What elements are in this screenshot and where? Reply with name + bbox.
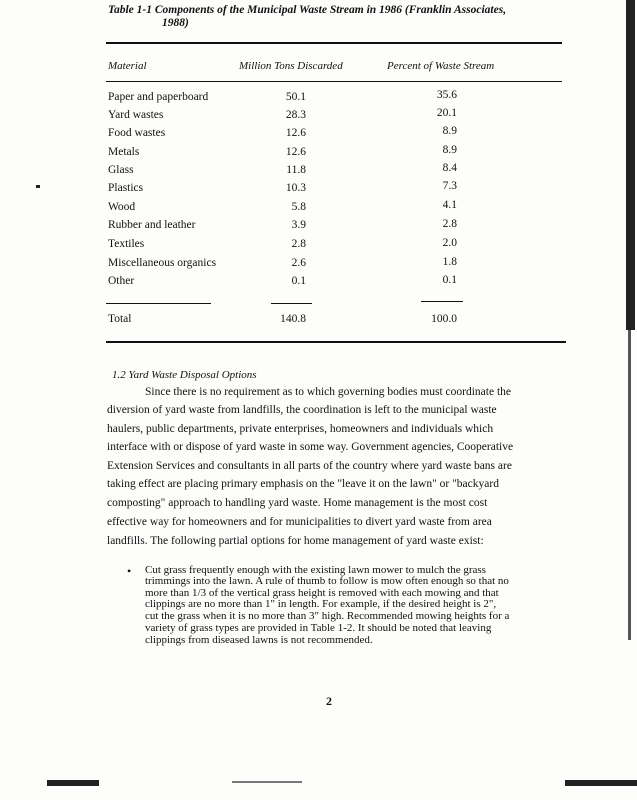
percent-cell: 8.4	[442, 162, 457, 174]
tons-cell: 2.6	[291, 257, 306, 269]
tons-cell: 28.3	[285, 109, 306, 121]
caption-line-1: Table 1-1 Components of the Municipal Waste Stream in 1986 (Franklin Associates,	[108, 4, 507, 16]
percent-cell: 8.9	[442, 144, 457, 156]
paragraph-line: landfills. The following partial options for home management of yard waste exist:	[107, 535, 484, 547]
paragraph-line: diversion of yard waste from landfills, the coordination is left to the municipal waste	[107, 404, 497, 416]
tons-cell: 50.1	[285, 91, 306, 103]
scan-edge-mark-lower	[628, 330, 631, 640]
bullet-line: clippings are no more than 1" in length. For example, if the desired height is 2",	[145, 598, 497, 610]
paragraph-line: interface with or dispose of yard waste in some way. Government agencies, Cooperative	[107, 441, 514, 453]
bullet-line: clippings from diseased lawns is not recommended.	[145, 634, 373, 646]
bullet-line: more than 1/3 of the vertical grass height is removed with each mowing and that	[145, 587, 499, 599]
page-number: 2	[326, 694, 332, 708]
tons-cell: 10.3	[285, 182, 306, 194]
material-cell: Wood	[108, 201, 136, 213]
tons-cell: 11.8	[286, 164, 306, 176]
tons-cell: 0.1	[291, 275, 306, 287]
paragraph-line: Since there is no requirement as to which governing bodies must coordinate the	[145, 386, 511, 398]
tons-cell: 12.6	[285, 127, 306, 139]
percent-cell: 20.1	[436, 107, 457, 119]
total-tons: 140.8	[280, 313, 306, 325]
table-bottom-rule	[106, 341, 566, 343]
percent-sum-rule	[421, 301, 463, 302]
section-heading: 1.2 Yard Waste Disposal Options	[112, 369, 257, 381]
bullet-line: variety of grass types are provided in Table 1-2. It should be noted that leaving	[145, 622, 492, 634]
material-cell: Miscellaneous organics	[108, 257, 217, 269]
material-cell: Glass	[108, 164, 134, 176]
total-percent: 100.0	[431, 313, 457, 325]
percent-cell: 2.8	[442, 218, 457, 230]
material-cell: Textiles	[108, 238, 145, 250]
table-top-rule	[106, 42, 562, 44]
scan-left-speck	[36, 185, 40, 188]
percent-cell: 1.8	[442, 256, 457, 268]
percent-cell: 0.1	[442, 274, 457, 286]
paragraph-line: composting" approach to handling yard waste. Home management is the most cost	[107, 497, 488, 509]
material-cell: Other	[108, 275, 135, 287]
table-caption	[108, 4, 548, 30]
material-cell: Plastics	[108, 182, 144, 194]
bullet-line: cut the grass when it is no more than 3" high. Recommended mowing heights for a	[145, 610, 510, 622]
paragraph-line: effective way for homeowners and for municipalities to divert yard waste from area	[107, 516, 492, 528]
paragraph-line: Extension Services and consultants in all parts of the country where yard waste bans are	[107, 460, 512, 472]
total-label: Total	[108, 313, 132, 325]
scan-edge-mark	[626, 0, 635, 330]
tons-sum-rule	[271, 303, 312, 304]
scan-bottom-bar	[47, 780, 99, 786]
percent-cell: 8.9	[442, 125, 457, 137]
paragraph-line: haulers, public departments, private enterprises, homeowners and individuals which	[107, 423, 494, 435]
percent-cell: 2.0	[442, 237, 457, 249]
percent-cell: 4.1	[442, 199, 457, 211]
percent-cell: 7.3	[442, 180, 457, 192]
material-cell: Paper and paperboard	[108, 91, 209, 103]
tons-cell: 2.8	[291, 238, 306, 250]
tons-cell: 3.9	[291, 219, 306, 231]
scan-bottom-right-bar	[565, 780, 637, 786]
material-cell: Metals	[108, 146, 140, 158]
percent-cell: 35.6	[436, 89, 457, 101]
material-cell: Rubber and leather	[108, 219, 196, 231]
bullet-marker: •	[127, 564, 132, 578]
material-cell: Yard wastes	[108, 109, 164, 121]
bullet-line: trimmings into the lawn. A rule of thumb to follow is mow often enough so that no	[145, 575, 509, 587]
tons-cell: 5.8	[291, 201, 306, 213]
scan-bottom-smudge	[232, 781, 302, 783]
tons-cell: 12.6	[285, 146, 306, 158]
header-tons: Million Tons Discarded	[239, 60, 343, 72]
material-sum-rule	[106, 303, 211, 304]
table-header-rule	[106, 81, 562, 82]
material-cell: Food wastes	[108, 127, 166, 139]
caption-line-2: 1988)	[162, 17, 189, 29]
header-percent: Percent of Waste Stream	[387, 60, 495, 72]
bullet-line: Cut grass frequently enough with the existing lawn mower to mulch the grass	[145, 564, 486, 576]
paragraph-line: taking effect are placing primary emphasis on the "leave it on the lawn" or "backyard	[107, 478, 499, 490]
header-material: Material	[108, 60, 147, 72]
